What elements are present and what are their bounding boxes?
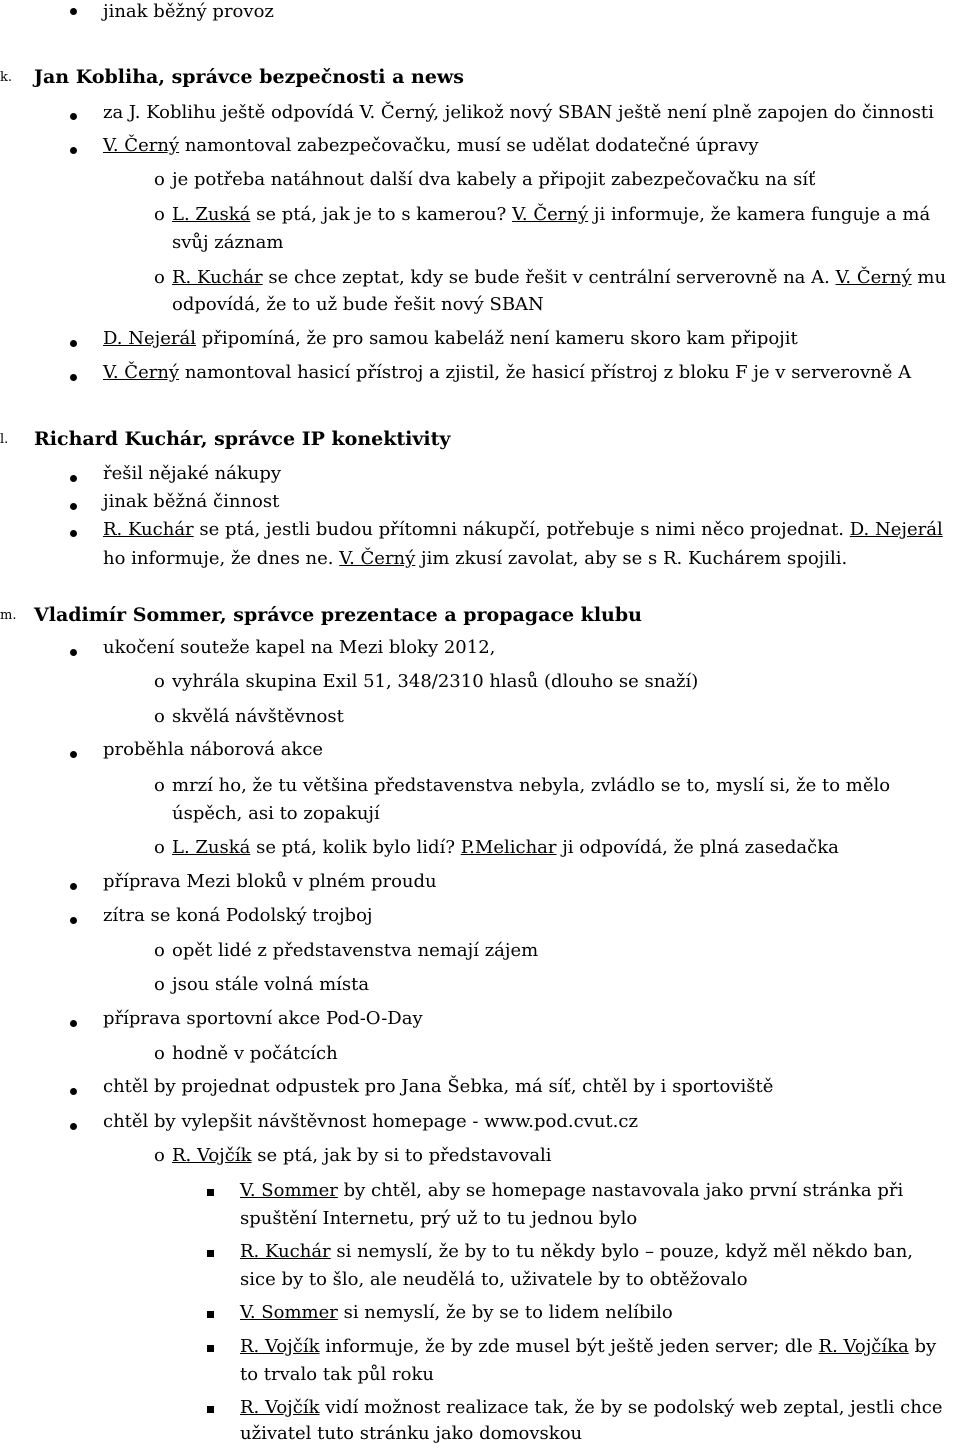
bullet-icon: [70, 374, 77, 381]
bullet-icon: [70, 1088, 77, 1095]
section-marker: l.: [0, 432, 9, 447]
bullet-icon: [70, 649, 77, 656]
list-item-continuation: ho informuje, že dnes ne. V. Černý jim zkusí zavolat, aby se s R. Kuchárem spojili.: [103, 548, 848, 569]
sub-list-item-continuation: úspěch, asi to zopakují: [172, 803, 380, 824]
sub-list-item: opět lidé z představenstva nemají zájem: [172, 940, 539, 961]
sub-sub-list-item: R. Vojčík vidí možnost realizace tak, že by se podolský web zeptal, jestli chce: [240, 1397, 943, 1418]
sub-sub-list-item: R. Vojčík informuje, že by zde musel být ještě jeden server; dle R. Vojčíka by: [240, 1336, 937, 1357]
sub-list-item: je potřeba natáhnout další dva kabely a připojit zabezpečovačku na síť: [172, 169, 816, 190]
sub-bullet-icon: o: [154, 940, 165, 961]
bullet-icon: [70, 8, 77, 15]
sub-bullet-icon: o: [154, 1145, 165, 1166]
sub-sub-list-item: R. Kuchár si nemyslí, že by to tu někdy bylo – pouze, když měl někdo ban,: [240, 1241, 914, 1262]
person-name: R. Kuchár: [172, 267, 263, 288]
sub-sub-list-item-continuation: to trvalo tak půl roku: [240, 1364, 434, 1385]
person-name: D. Nejerál: [103, 328, 196, 349]
sub-list-item: hodně v počátcích: [172, 1043, 338, 1064]
list-item: V. Černý namontoval hasicí přístroj a zjistil, že hasicí přístroj z bloku F je v serverovně A: [103, 362, 912, 383]
person-name: P.Melichar: [460, 837, 557, 858]
sub-bullet-icon: o: [154, 775, 165, 796]
bullet-icon: [70, 147, 77, 154]
person-name: R. Vojčík: [240, 1397, 320, 1418]
sub-list-item: R. Kuchár se chce zeptat, kdy se bude řešit v centrální serverovně na A. V. Černý mu: [172, 267, 947, 288]
person-name: R. Vojčík: [240, 1336, 320, 1357]
square-bullet-icon: [207, 1189, 214, 1196]
sub-list-item-continuation: odpovídá, že to už bude řešit nový SBAN: [172, 294, 544, 315]
square-bullet-icon: [207, 1250, 214, 1257]
sub-sub-list-item-continuation: uživatel tuto stránku jako domovskou: [240, 1423, 583, 1444]
sub-list-item: R. Vojčík se ptá, jak by si to představovali: [172, 1145, 552, 1166]
bullet-icon: [70, 475, 77, 482]
sub-list-item: jsou stále volná místa: [172, 974, 370, 995]
person-name: D. Nejerál: [849, 519, 943, 540]
list-item: řešil nějaké nákupy: [103, 463, 282, 484]
sub-bullet-icon: o: [154, 267, 165, 288]
person-name: R. Vojčíka: [818, 1336, 909, 1357]
sub-list-item: L. Zuská se ptá, jak je to s kamerou? V. Černý ji informuje, že kamera funguje a má: [172, 204, 931, 225]
sub-bullet-icon: o: [154, 1043, 165, 1064]
person-name: V. Sommer: [240, 1302, 338, 1323]
sub-list-item: mrzí ho, že tu většina představenstva nebyla, zvládlo se to, myslí si, že to mělo: [172, 775, 891, 796]
bullet-icon: [70, 883, 77, 890]
list-item: jinak běžná činnost: [103, 491, 280, 512]
sub-bullet-icon: o: [154, 169, 165, 190]
list-item: proběhla náborová akce: [103, 739, 324, 760]
person-name: V. Černý: [103, 362, 180, 383]
sub-list-item-continuation: svůj záznam: [172, 232, 284, 253]
person-name: V. Sommer: [240, 1180, 338, 1201]
list-item: R. Kuchár se ptá, jestli budou přítomni nákupčí, potřebuje s nimi něco projednat. D. Nejerál: [103, 519, 943, 540]
sub-bullet-icon: o: [154, 974, 165, 995]
sub-bullet-icon: o: [154, 837, 165, 858]
bullet-icon: [70, 917, 77, 924]
list-item: příprava sportovní akce Pod-O-Day: [103, 1008, 423, 1029]
sub-bullet-icon: o: [154, 706, 165, 727]
person-name: L. Zuská: [172, 204, 251, 225]
person-name: L. Zuská: [172, 837, 251, 858]
bullet-icon: [70, 340, 77, 347]
bullet-icon: [70, 1020, 77, 1027]
bullet-icon: [70, 503, 77, 510]
person-name: R. Kuchár: [103, 519, 194, 540]
list-item-text: jinak běžný provoz: [103, 1, 274, 22]
sub-sub-list-item: V. Sommer si nemyslí, že by se to lidem nelíbilo: [240, 1302, 673, 1323]
person-name: R. Kuchár: [240, 1241, 331, 1262]
bullet-icon: [70, 1123, 77, 1130]
square-bullet-icon: [207, 1406, 214, 1413]
sub-sub-list-item-continuation: spuštění Internetu, prý už to tu jednou bylo: [240, 1208, 638, 1229]
list-item: ukočení souteže kapel na Mezi bloky 2012,: [103, 637, 496, 658]
person-name: V. Černý: [339, 548, 416, 569]
square-bullet-icon: [207, 1311, 214, 1318]
section-heading: Jan Kobliha, správce bezpečnosti a news: [34, 66, 464, 88]
section-heading: Vladimír Sommer, správce prezentace a propagace klubu: [34, 604, 642, 626]
person-name: V. Černý: [103, 135, 180, 156]
sub-bullet-icon: o: [154, 204, 165, 225]
list-item: za J. Koblihu ještě odpovídá V. Černý, jelikož nový SBAN ještě není plně zapojen do činnosti: [103, 102, 934, 123]
sub-list-item: vyhrála skupina Exil 51, 348/2310 hlasů (dlouho se snaží): [172, 671, 699, 692]
bullet-icon: [70, 530, 77, 537]
sub-sub-list-item: V. Sommer by chtěl, aby se homepage nastavovala jako první stránka při: [240, 1180, 904, 1201]
section-marker: k.: [0, 70, 13, 85]
sub-list-item: skvělá návštěvnost: [172, 706, 344, 727]
list-item: D. Nejerál připomíná, že pro samou kabeláž není kameru skoro kam připojit: [103, 328, 798, 349]
list-item: příprava Mezi bloků v plném proudu: [103, 871, 437, 892]
sub-bullet-icon: o: [154, 671, 165, 692]
section-marker: m.: [0, 608, 17, 623]
person-name: V. Černý: [512, 204, 589, 225]
bullet-icon: [70, 751, 77, 758]
list-item: chtěl by vylepšit návštěvnost homepage - www.pod.cvut.cz: [103, 1111, 638, 1132]
list-item: chtěl by projednat odpustek pro Jana Šebka, má síť, chtěl by i sportoviště: [103, 1076, 774, 1097]
person-name: V. Černý: [835, 267, 912, 288]
list-item: zítra se koná Podolský trojboj: [103, 905, 373, 926]
list-item: [103, 0, 274, 26]
person-name: R. Vojčík: [172, 1145, 252, 1166]
sub-list-item: L. Zuská se ptá, kolik bylo lidí? P.Melichar ji odpovídá, že plná zasedačka: [172, 837, 839, 858]
section-heading: Richard Kuchár, správce IP konektivity: [34, 428, 451, 450]
list-item: V. Černý namontoval zabezpečovačku, musí se udělat dodatečné úpravy: [103, 135, 759, 156]
square-bullet-icon: [207, 1345, 214, 1352]
bullet-icon: [70, 113, 77, 120]
sub-sub-list-item-continuation: sice by to šlo, ale neudělá to, uživatele by to obtěžovalo: [240, 1269, 748, 1290]
